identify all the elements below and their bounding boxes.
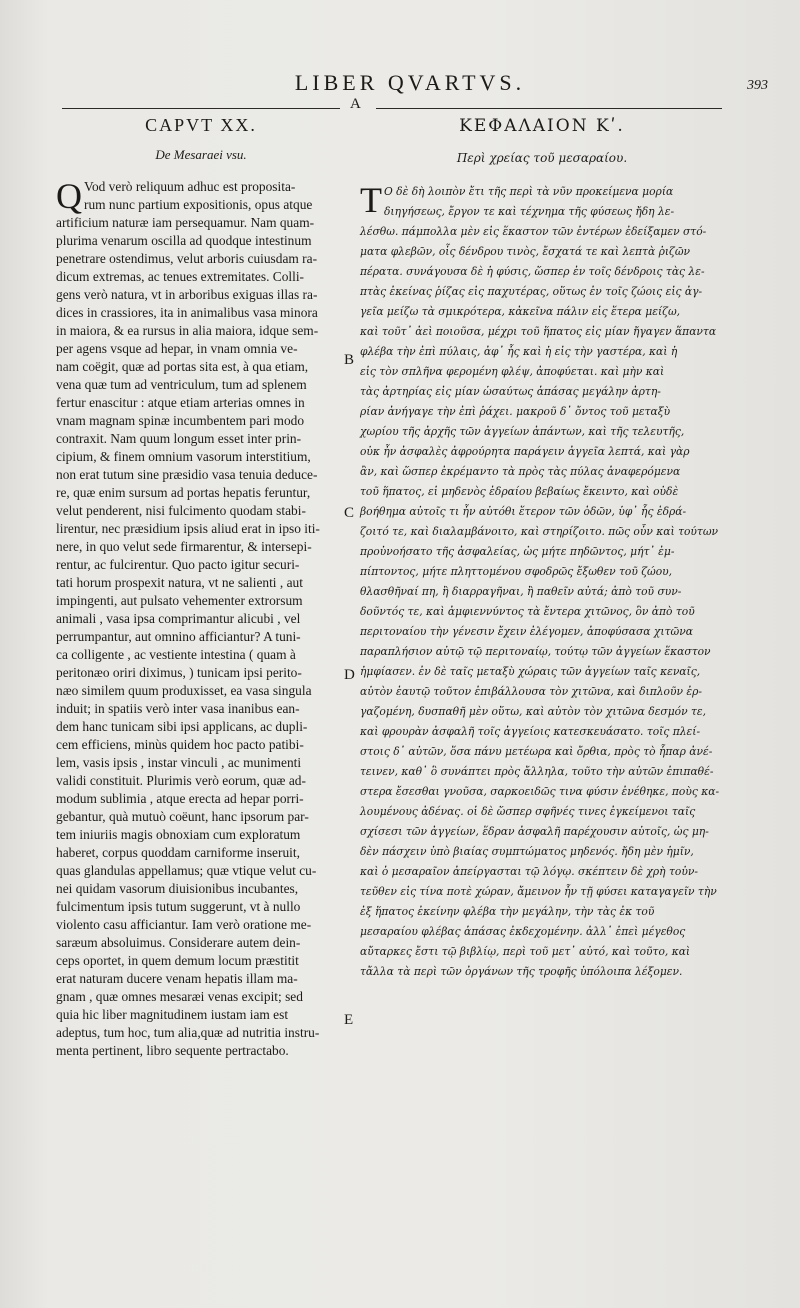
latin-text-line: fertur enascitur : atque etiam arterias omnes in [56, 395, 305, 410]
greek-text-line: πτὰς ἐκείνας ῥίζας εἰς παχυτέρας, οὕτως ἐν τοῖς ζώοις εἰς ἀγ- [360, 285, 703, 298]
latin-text-line: modum sublimia , atque erecta ad hepar porri- [56, 791, 304, 806]
greek-text-line: στοις δ᾽ αὐτῶν, ὅσα πάνυ μετέωρα καὶ ὄρθια, πρὸς τὸ ἧπαρ ἀνέ- [360, 745, 713, 758]
greek-text-line: δὲν πάσχειν ὑπὸ βιαίας συμπτώματος μηδενός. ἤδη μὲν ἡμῖν, [360, 845, 694, 858]
latin-text-line: cipium, & finem omnium vasorum interstitium, [56, 449, 311, 464]
greek-text-line: αὐτὸν ἑαυτῷ τοῦτον ἐπιβάλλουσα τὸν χιτῶνα, καὶ διπλοῦν ἐρ- [360, 685, 702, 698]
header-rule-right [376, 108, 722, 109]
margin-letter-c: C [344, 505, 355, 521]
latin-text-line: quas glandulas appellamus; quæ vtique velut cu- [56, 863, 317, 878]
header-rule-left [62, 108, 340, 109]
latin-text-line: gens verò natura, vt in arboribus exiguas illas ra- [56, 287, 318, 302]
latin-text-line: per agens vsque ad hepar, in vnam omnia ve- [56, 341, 298, 356]
greek-text-line: ματα φλεβῶν, οἷς δένδρου τινὸς, ἔσχατά τε καὶ λεπτὰ ῥιζῶν [360, 245, 691, 258]
latin-text-line: penetrare ostendimus, velut arboris cuiusdam ra- [56, 251, 318, 266]
latin-text-line: violento casu afficiantur. Iam verò oratione me- [56, 917, 312, 932]
greek-text-line: ἐξ ἥπατος ἐκείνην φλέβα τὴν μεγάλην, τὴν τὰς ἐκ τοῦ [360, 905, 655, 918]
margin-letter-b: B [344, 352, 355, 368]
section-marker-a: A [350, 96, 361, 112]
page-header [60, 64, 768, 104]
greek-drop-cap: Τ [360, 180, 382, 220]
latin-text-line: tem iniuriis magis obnoxiam cum exploratum [56, 827, 301, 842]
latin-text-line: tati horum prospexit natura, vt ne salienti , aut [56, 575, 303, 590]
greek-text-line: ἠμφίασεν. ἐν δὲ ταῖς μεταξὺ χώραις τῶν ἀγγείων ταῖς κεναῖς, [360, 665, 701, 678]
latin-text-line: quia hic liber magnitudinem iustam iam est [56, 1007, 289, 1022]
greek-text-line: γαζομένη, δυσπαθῆ μὲν οὕτω, καὶ αὐτὸν τὸν χιτῶνα δεσμόν τε, [360, 705, 707, 718]
latin-text-line: dices in crassiores, ita in animalibus vasa minora [56, 305, 318, 320]
greek-chapter-heading: ΚΕΦΑΛΑΙΟΝ Κʹ. [459, 116, 625, 136]
latin-text-line: in maiora, & ea rursus in alia maiora, idque sem- [56, 323, 319, 338]
latin-text-line: nere, in quo velut sede firmarentur, & intersepi- [56, 539, 312, 554]
latin-text-line: nei quidam vasorum diuisionibus incubantes, [56, 881, 299, 896]
latin-text-line: validi constituit. Plurimis verò eorum, quæ ad- [56, 773, 306, 788]
latin-text-line: næo similem quum produxisset, ea vasa singula [56, 683, 312, 698]
greek-text-line: λουμένους ἀδένας. οἱ δὲ ὥσπερ σφῆνές τινες ἐγκείμενοι ταῖς [360, 805, 696, 818]
latin-text-line: cem efficiens, minùs quidem hoc pacto patibi- [56, 737, 304, 752]
latin-text-line: rum nunc partium expositionis, opus atque [84, 197, 313, 212]
latin-text-line: induit; in spatiis verò inter vasa inanibus ean- [56, 701, 300, 716]
greek-text-line: μεσαραίου φλέβας ἁπάσας ἐκδεχομένην. ἀλλ᾽ ἐπεὶ μέγεθος [360, 925, 686, 938]
greek-text-line: πίπτοντος, μήτε πληττομένου σφοδρῶς ἔξωθεν τοῦ ζώου, [360, 565, 673, 578]
greek-text-line: τἄλλα τὰ περὶ τῶν ὀργάνων τῆς τροφῆς ὑπόλοιπα λέξομεν. [360, 965, 683, 978]
latin-text-line: animali , vasa ipsa comprimantur alicubi , vel [56, 611, 301, 626]
latin-text-line: vena quæ tum ad ventriculum, tum ad splenem [56, 377, 307, 392]
latin-text-line: dicum extremas, ac tenues extremitates. Colli- [56, 269, 305, 284]
greek-column [360, 116, 724, 982]
latin-text-line: dem hanc tunicam sibi ipsi applicans, ac dupli- [56, 719, 308, 734]
latin-text-line: fulcimentum ipsis tutum suggerunt, vt à nullo [56, 899, 301, 914]
latin-text-line: perrumpantur, aut omnino afficiantur? A tuni- [56, 629, 301, 644]
greek-text-line: τοῦ ἥπατος, εἰ μηδενὸς ἑδραίου βεβαίως ἔκειντο, καὶ οὐδὲ [360, 485, 679, 498]
greek-text-line: ρίαν ἀνήγαγε τὴν ἐπὶ ῥάχει. μακροῦ δ᾽ ὄντος τοῦ μεταξὺ [360, 405, 671, 418]
latin-text-line: plurima venarum oscilla ad quodque intestinum [56, 233, 312, 248]
latin-text-line: peritonæo oriri diximus, ) tunicam ipsi perito- [56, 665, 302, 680]
latin-text-line: ceps oportet, in quem demum locum præstitit [56, 953, 299, 968]
latin-text-line: haberet, corpus quoddam carniforme inseruit, [56, 845, 300, 860]
latin-chapter-subtitle: De Mesaraei vsu. [155, 147, 247, 162]
latin-text-line: non erat tutum sine præsidio vasa tenuia deduce- [56, 467, 318, 482]
greek-text-line: βοήθημα αὐτοῖς τι ἦν αὐτόθι ἕτερον τῶν ὁδῶν, ὑφ᾽ ἧς ἑδρά- [360, 505, 687, 518]
latin-text-line: ca colligente , ac vestiente intestina ( quam à [56, 647, 296, 662]
running-title: LIBER QVARTVS. [294, 70, 526, 95]
latin-text-line: impingenti, aut pulsato vehementer extrorsum [56, 593, 303, 608]
greek-text-line: τεινεν, καθ᾽ ὃ συνάπτει πρὸς ἄλληλα, τοῦτο τὴν αὐτῶν ἐπιπαθέ- [360, 765, 714, 778]
greek-text-line: φλέβα τὴν ἐπὶ πύλαις, ἀφ᾽ ἧς καὶ ἡ εἰς τὴν γαστέρα, καὶ ἡ [360, 345, 678, 358]
greek-text-line: διηγήσεως, ἔργον τε καὶ τέχνημα τῆς φύσεως ἤδη λε- [384, 205, 675, 218]
page-number: 393 [747, 78, 768, 93]
latin-text-line: gebantur, quà mutuò coëunt, hanc ipsorum par- [56, 809, 309, 824]
greek-text-line: θλασθῆναί πη, ἢ διαρραγῆναι, ἢ παθεῖν αὐτά; ἀπὸ τοῦ συν- [360, 585, 682, 598]
latin-text-line: velut penderent, nisi fulcimento quodam stabi- [56, 503, 306, 518]
latin-text-line: adeptus, tum hoc, tum alia,quæ ad nutritia instru- [56, 1025, 320, 1040]
latin-text-line: erat naturam ducere venam hepatis illam ma- [56, 971, 298, 986]
greek-text-line: πέρατα. συνάγουσα δὲ ἡ φύσις, ὥσπερ ἐν τοῖς δένδροις τὰς λε- [360, 265, 705, 278]
latin-text-line: vnam magnam spinæ incumbentem pari modo [56, 413, 305, 428]
margin-letter-d: D [344, 667, 355, 683]
latin-chapter-heading: CAPVT XX. [145, 115, 257, 135]
greek-text-line: καὶ τοῦτ᾽ ἀεὶ ποιοῦσα, μέχρι τοῦ ἥπατος εἰς μίαν ἤγαγεν ἅπαντα [360, 325, 717, 338]
latin-text-line: contraxit. Nam quum longum esset inter prin- [56, 431, 302, 446]
greek-chapter-subtitle: Περὶ χρείας τοῦ μεσαραίου. [456, 151, 628, 165]
latin-text-line: re, quæ enim sursum ad portas hepatis feruntur, [56, 485, 311, 500]
greek-text-line: χωρίου τῆς ἀρχῆς τῶν ἀγγείων ἁπάντων, καὶ τῆς τελευτῆς, [360, 425, 685, 438]
latin-text-line: artificium naturæ iam persequamur. Nam quam- [56, 215, 315, 230]
greek-text-line: ζοιτό τε, καὶ διαλαμβάνοιτο, καὶ στηρίζοιτο. πῶς οὖν καὶ τούτων [360, 525, 719, 538]
greek-text-line: σχίσεσι τῶν ἀγγείων, ἕδραν ἀσφαλῆ παρέχουσιν αὐτοῖς, ὡς μη- [360, 825, 709, 838]
greek-text-line: ἂν, καὶ ὥσπερ ἐκρέμαντο τὰ πρὸς τὰς πύλας ἀναφερόμενα [360, 465, 681, 478]
greek-text-line: καὶ ὁ μεσαραῖον ἀπείργασται τῷ λόγῳ. σκέπτειν δὲ χρὴ τοὐν- [360, 865, 698, 878]
latin-drop-cap: Q [56, 176, 82, 216]
greek-text-line: λέσθω. πάμπολλα μὲν εἰς ἕκαστον τῶν ἐντέρων ἐδείξαμεν στό- [360, 225, 707, 238]
latin-text-line: nam coëgit, quæ ad portas sita est, à qua etiam, [56, 359, 309, 374]
greek-text-line: αὔταρκες ἔστι τῷ βιβλίῳ, περὶ τοῦ μετ᾽ αὐτό, καὶ τοῦτο, καὶ [360, 945, 691, 958]
latin-text-line: menta pertinent, libro sequente pertractabo. [56, 1043, 289, 1058]
latin-text-line: Q Vod verò reliquum adhuc est proposita- [56, 176, 296, 216]
latin-text-line: gnam , quæ omnes mesaræi venas excipit; sed [56, 989, 303, 1004]
greek-text-line: καὶ φρουρὰν ἀσφαλῆ τοῖς ἀγγείοις κατεσκευάσατο. τοῖς πλεί- [360, 725, 701, 738]
greek-text-line: εἰς τὸν σπλῆνα φερομένη φλέψ, ἀποφύεται. καὶ μὴν καὶ [360, 365, 665, 378]
latin-text-line: lem, vasis ipsis , instar vinculi , ac munimenti [56, 755, 302, 770]
greek-text-line: παραπλήσιον αὐτῷ τῷ περιτοναίῳ, τούτῳ τῶν ἀγγείων ἕκαστον [360, 645, 711, 658]
greek-text-line: στερα ἔσεσθαι γνοῦσα, σαρκοειδῶς τινα φύσιν ἐνέθηκε, ποὺς κα- [360, 785, 720, 798]
latin-text-body [56, 178, 346, 1060]
greek-text-line: Τ Ο δὲ δὴ λοιπὸν ἔτι τῆς περὶ τὰ νῦν προκείμενα μορία [360, 180, 674, 220]
greek-text-line: περιτοναίου τὴν γένεσιν ἔχειν ἐλέγομεν, ἀποφύσασα χιτῶνα [360, 625, 693, 638]
greek-text-line: γεῖα μείζω τὰ σμικρότερα, κἀκεῖνα πάλιν εἰς ἕτερα μείζω, [360, 305, 681, 318]
greek-text-line: δοῦντός τε, καὶ ἀμφιεννύντος τὰ ἔντερα χιτῶνος, ὃν ἀπὸ τοῦ [360, 605, 695, 618]
greek-text-body [360, 182, 724, 982]
latin-column [56, 116, 346, 1060]
greek-text-line: προὐνοήσατο τῆς ἀσφαλείας, ὡς μήτε πηδῶντος, μήτ᾽ ἐμ- [360, 545, 675, 558]
latin-text-line: lirentur, nec præsidium ipsis aliud erat in ipso iti- [56, 521, 320, 536]
greek-text-line: τὰς ἀρτηρίας εἰς μίαν ὡσαύτως ἁπάσας μεγάλην ἀρτη- [360, 385, 661, 398]
greek-text-line: οὐκ ἦν ἀσφαλὲς ἀφρούρητα παράγειν ἀγγεῖα λεπτά, καὶ γὰρ [360, 445, 690, 458]
greek-text-line: τεῦθεν εἰς τίνα ποτὲ χώραν, ἄμεινον ἦν τῇ φύσει καταγαγεῖν τὴν [360, 885, 717, 898]
latin-text-line: rentur, ac fulcirentur. Quo pacto igitur securi- [56, 557, 300, 572]
margin-letter-e: E [344, 1012, 354, 1028]
latin-text-line: saræum absoluimus. Considerare autem dein- [56, 935, 301, 950]
